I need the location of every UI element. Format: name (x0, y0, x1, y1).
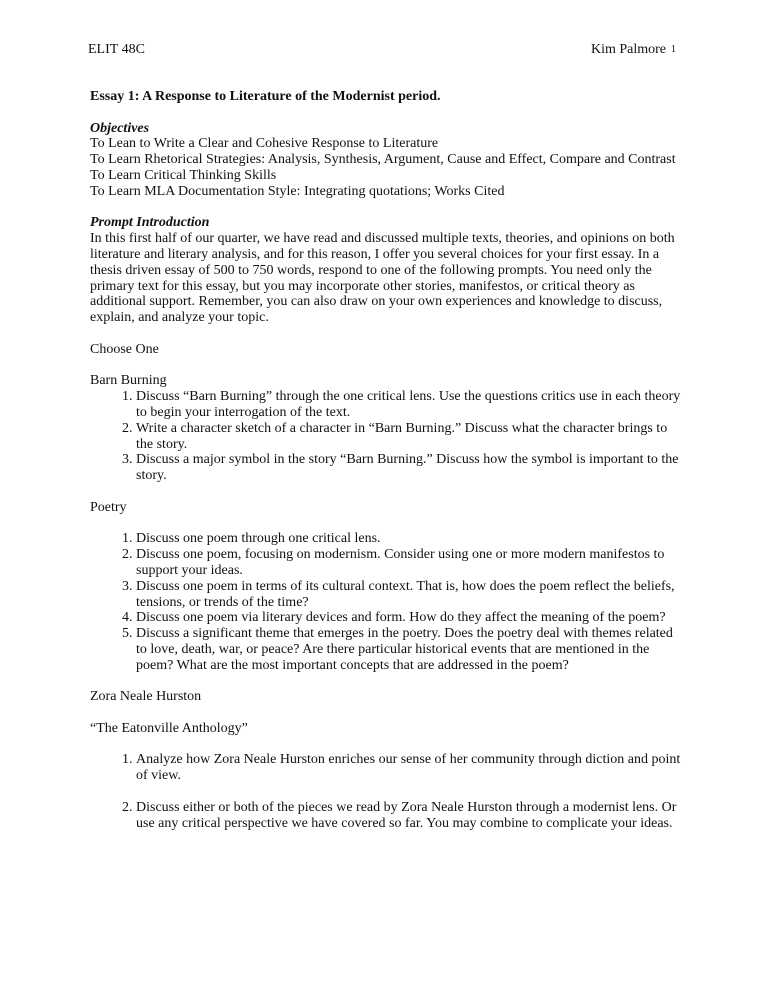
hurston-list (90, 752, 684, 831)
objective-item: To Learn MLA Documentation Style: Integrating quotations; Works Cited (90, 183, 505, 199)
list-item: 1. Analyze how Zora Neale Hurston enriches our sense of her community through diction and point of view. (136, 752, 684, 784)
page-number: 1 (671, 44, 676, 55)
list-item: 2. Discuss one poem, focusing on modernism. Consider using one or more modern manifestos to support your ideas. (136, 547, 684, 579)
list-item: 4. Discuss one poem via literary devices and form. How do they affect the meaning of the poem? (136, 610, 684, 626)
objectives-section (90, 121, 684, 200)
essay-title: Essay 1: A Response to Literature of the Modernist period. (90, 89, 441, 104)
barn-burning-heading: Barn Burning (90, 373, 167, 389)
poetry-section (90, 500, 684, 674)
page-header (88, 40, 676, 60)
list-item: 3. Discuss a major symbol in the story “Barn Burning.” Discuss how the symbol is important to the story. (136, 452, 684, 484)
list-item: 2. Discuss either or both of the pieces we read by Zora Neale Hurston through a modernist lens. Or use any critical perspective we have covered so far. You may combine to complicate your ideas. (136, 800, 684, 832)
prompt-intro-text: In this first half of our quarter, we have read and discussed multiple texts, theories, and opinions on both literature and literary analysis, and for this reason, I offer you several choices for your first essay. In a thesis driven essay of 500 to 750 words, respond to one of the following prompts. You need only the primary text for this essay, but you may incorporate other stories, manifestos, or critical theory as additional support. Remember, you can also draw on your own experiences and knowledge to discuss, explain, and analyze your topic. (90, 231, 675, 326)
barn-burning-list (90, 389, 684, 484)
objectives-heading: Objectives (90, 120, 150, 136)
choose-one-label: Choose One (90, 341, 159, 357)
barn-burning-section (90, 373, 684, 484)
prompt-intro-section (90, 215, 684, 326)
document-body (90, 89, 684, 831)
hurston-heading: Zora Neale Hurston (90, 689, 202, 705)
objective-item: To Learn Critical Thinking Skills (90, 167, 277, 183)
list-item: 5. Discuss a significant theme that emerges in the poetry. Does the poetry deal with themes related to love, death, war, or peace? Are there particular historical events that are mentioned in the poem? What are the most important concepts that are addressed in the poem? (136, 626, 684, 673)
course-code: ELIT 48C (88, 42, 145, 57)
list-item: 2. Write a character sketch of a character in “Barn Burning.” Discuss what the character brings to the story. (136, 421, 684, 453)
list-item: 1. Discuss “Barn Burning” through the one critical lens. Use the questions critics use in each theory to begin your interrogation of the text. (136, 389, 684, 421)
poetry-heading: Poetry (90, 499, 127, 515)
prompt-intro-heading: Prompt Introduction (90, 215, 210, 231)
hurston-section (90, 689, 684, 831)
poetry-list (90, 531, 684, 673)
objective-item: To Learn Rhetorical Strategies: Analysis, Synthesis, Argument, Cause and Effect, Compare and Contrast (90, 152, 676, 168)
list-item: 1. Discuss one poem through one critical lens. (136, 531, 684, 547)
list-item: 3. Discuss one poem in terms of its cultural context. That is, how does the poem reflect the beliefs, tensions, or trends of the time? (136, 579, 684, 611)
hurston-subheading: “The Eatonville Anthology” (90, 720, 248, 736)
author-name: Kim Palmore (590, 42, 666, 57)
objective-item: To Lean to Write a Clear and Cohesive Response to Literature (90, 136, 439, 152)
